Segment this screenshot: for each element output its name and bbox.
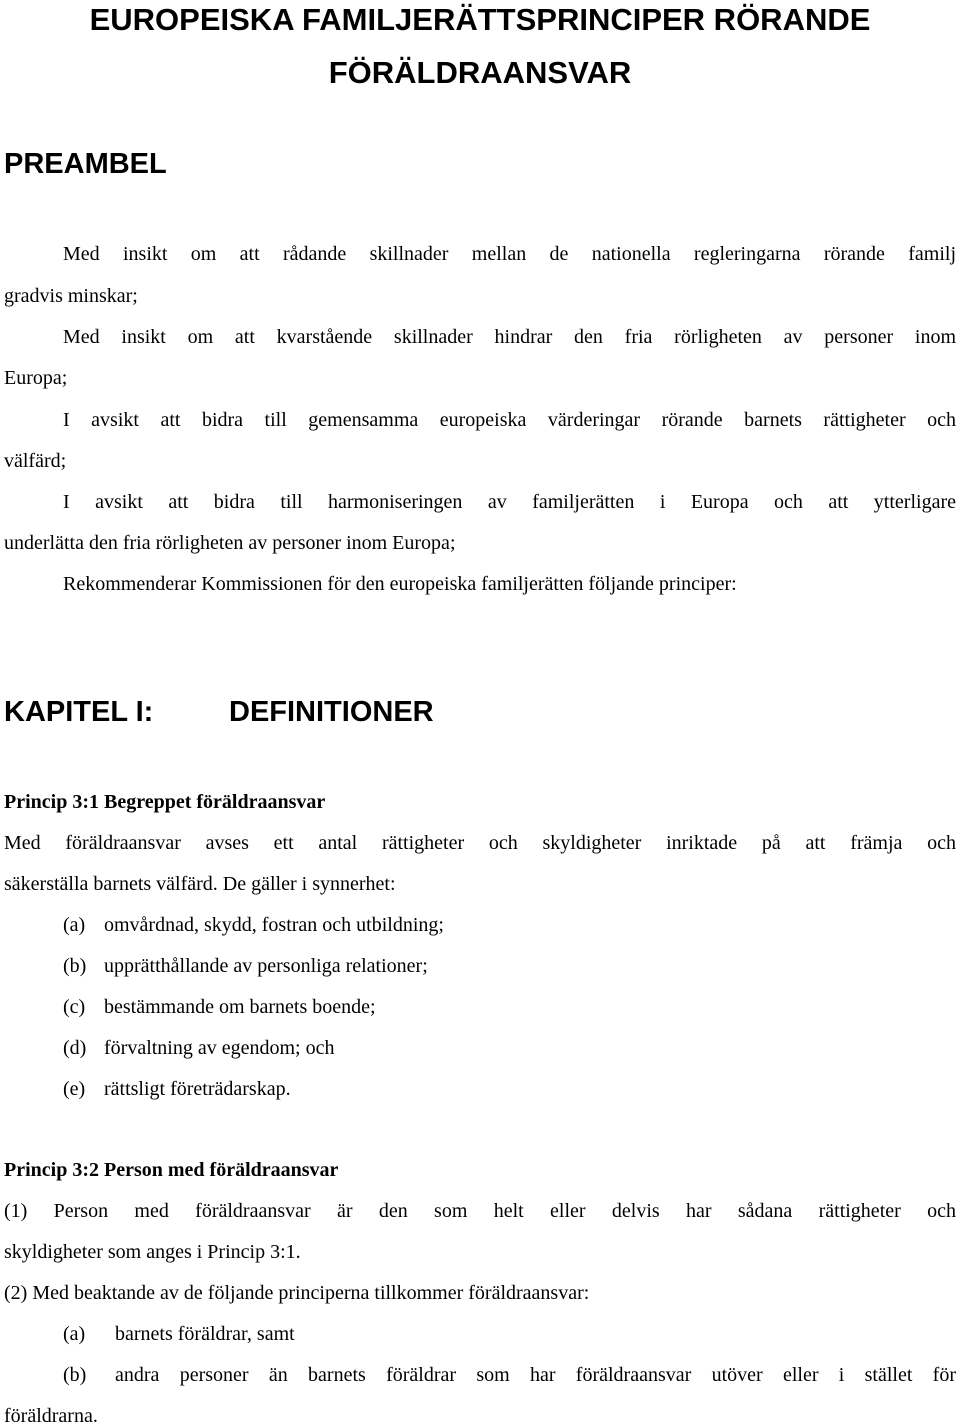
document-title-line2: FÖRÄLDRAANSVAR [328,55,632,90]
list-item-label: (a) [63,1323,86,1345]
list-item-label: (b) [63,955,87,977]
preamble-p3-line2: välfärd; [4,450,67,472]
principle-3-2-p2: (2) Med beaktande av de följande principerna tillkommer föräldraansvar: [4,1282,590,1304]
list-item-label: (a) [63,914,86,936]
preamble-p4-line1: I avsikt att bidra till harmoniseringen av familjerätten i Europa och att ytterligare [63,491,956,513]
list-item-text: omvårdnad, skydd, fostran och utbildning; [104,914,444,936]
list-item-text: förvaltning av egendom; och [104,1037,335,1059]
list-item-text: andra personer än barnets föräldrar som har föräldraansvar utöver eller i stället för [115,1364,956,1386]
preamble-p2-line1: Med insikt om att kvarstående skillnader hindrar den fria rörligheten av personer inom [63,326,956,348]
preamble-p3-line1: I avsikt att bidra till gemensamma europeiska värderingar rörande barnets rättigheter och [63,409,956,431]
principle-3-2-p1-line2: skyldigheter som anges i Princip 3:1. [4,1241,301,1263]
principle-3-2-p1-line1: (1) Person med föräldraansvar är den som helt eller delvis har sådana rättigheter och [4,1200,956,1222]
principle-3-1-heading: Princip 3:1 Begreppet föräldraansvar [4,791,326,813]
principle-3-2-heading: Princip 3:2 Person med föräldraansvar [4,1159,339,1181]
list-item-text: bestämmande om barnets boende; [104,996,376,1018]
preamble-p1-line1: Med insikt om att rådande skillnader mellan de nationella regleringarna rörande familj [63,243,956,265]
list-item-continuation: föräldrarna. [4,1405,98,1427]
list-item-text: rättsligt företrädarskap. [104,1078,291,1100]
preamble-p5: Rekommenderar Kommissionen för den europeiska familjerätten följande principer: [63,573,737,595]
list-item-label: (e) [63,1078,86,1100]
list-item-text: barnets föräldrar, samt [115,1323,295,1345]
list-item-label: (d) [63,1037,87,1059]
list-item-label: (b) [63,1364,87,1386]
preamble-heading: PREAMBEL [4,148,167,180]
document-title-line1: EUROPEISKA FAMILJERÄTTSPRINCIPER RÖRANDE [89,2,871,37]
preamble-p4-line2: underlätta den fria rörligheten av personer inom Europa; [4,532,456,554]
chapter-name: DEFINITIONER [229,696,434,728]
preamble-p1-line2: gradvis minskar; [4,285,138,307]
list-item-label: (c) [63,996,86,1018]
principle-3-1-line1: Med föräldraansvar avses ett antal rättigheter och skyldigheter inriktade på att främja och [4,832,956,854]
principle-3-1-line2: säkerställa barnets välfärd. De gäller i synnerhet: [4,873,396,895]
list-item-text: upprätthållande av personliga relationer; [104,955,428,977]
chapter-label: KAPITEL I: [4,696,154,728]
preamble-p2-line2: Europa; [4,367,68,389]
